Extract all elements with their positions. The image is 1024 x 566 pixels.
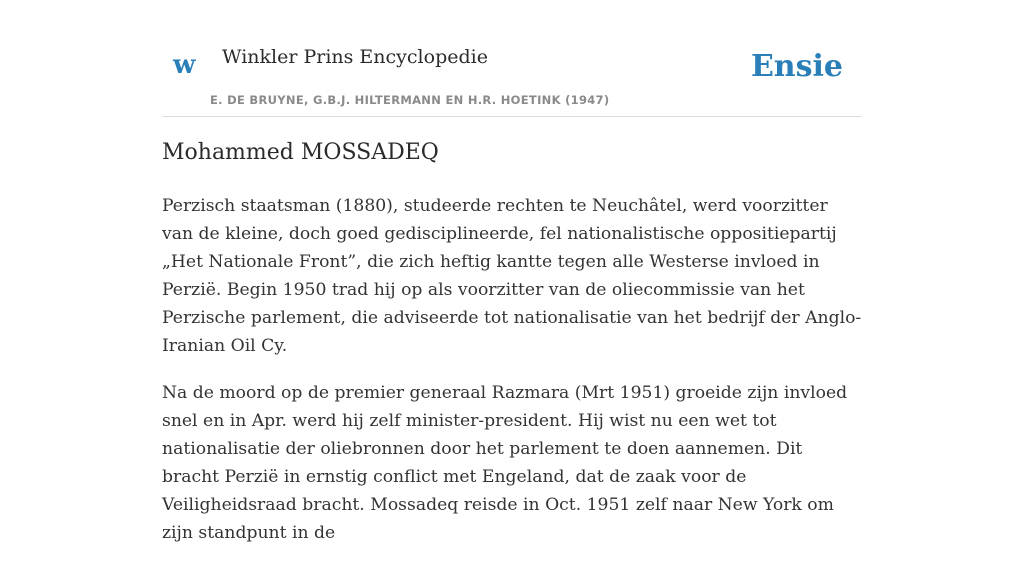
page xyxy=(162,0,862,543)
article-body xyxy=(162,192,862,566)
header xyxy=(162,0,862,117)
article-paragraph: Na de moord op de premier generaal Razmara (Mrt 1951) groeide zijn invloed snel en in Apr. werd hij zelf minister-president. Hij wist nu een wet tot nationalisatie der oliebronnen door het parlement te doen aannemen. Dit bracht Perzië in ernstig conflict met Engeland, dat de zaak voor de Veiligheidsraad bracht. Mossadeq reisde in Oct. 1951 zelf naar New York om zijn standpunt in de xyxy=(162,383,848,543)
winkler-prins-logo-icon[interactable]: w xyxy=(173,50,196,80)
authors-line: E. DE BRUYNE, G.B.J. HILTERMANN EN H.R. HOETINK (1947) xyxy=(210,93,610,107)
book-title[interactable]: Winkler Prins Encyclopedie xyxy=(222,46,488,68)
ensie-logo[interactable]: Ensie xyxy=(750,49,843,84)
article-paragraph: Perzisch staatsman (1880), studeerde rechten te Neuchâtel, werd voorzitter van de kleine, doch goed gedisciplineerde, fel nationalistische oppositiepartij „Het Nationale Front”, die zich heftig kantte tegen alle Westerse invloed in Perzië. Begin 1950 trad hij op als voorzitter van de oliecommissie van het Perzische parlement, die adviseerde tot nationalisatie van het bedrijf der Anglo-Iranian Oil Cy. xyxy=(162,196,862,356)
article-title: Mohammed MOSSADEQ xyxy=(162,140,439,165)
